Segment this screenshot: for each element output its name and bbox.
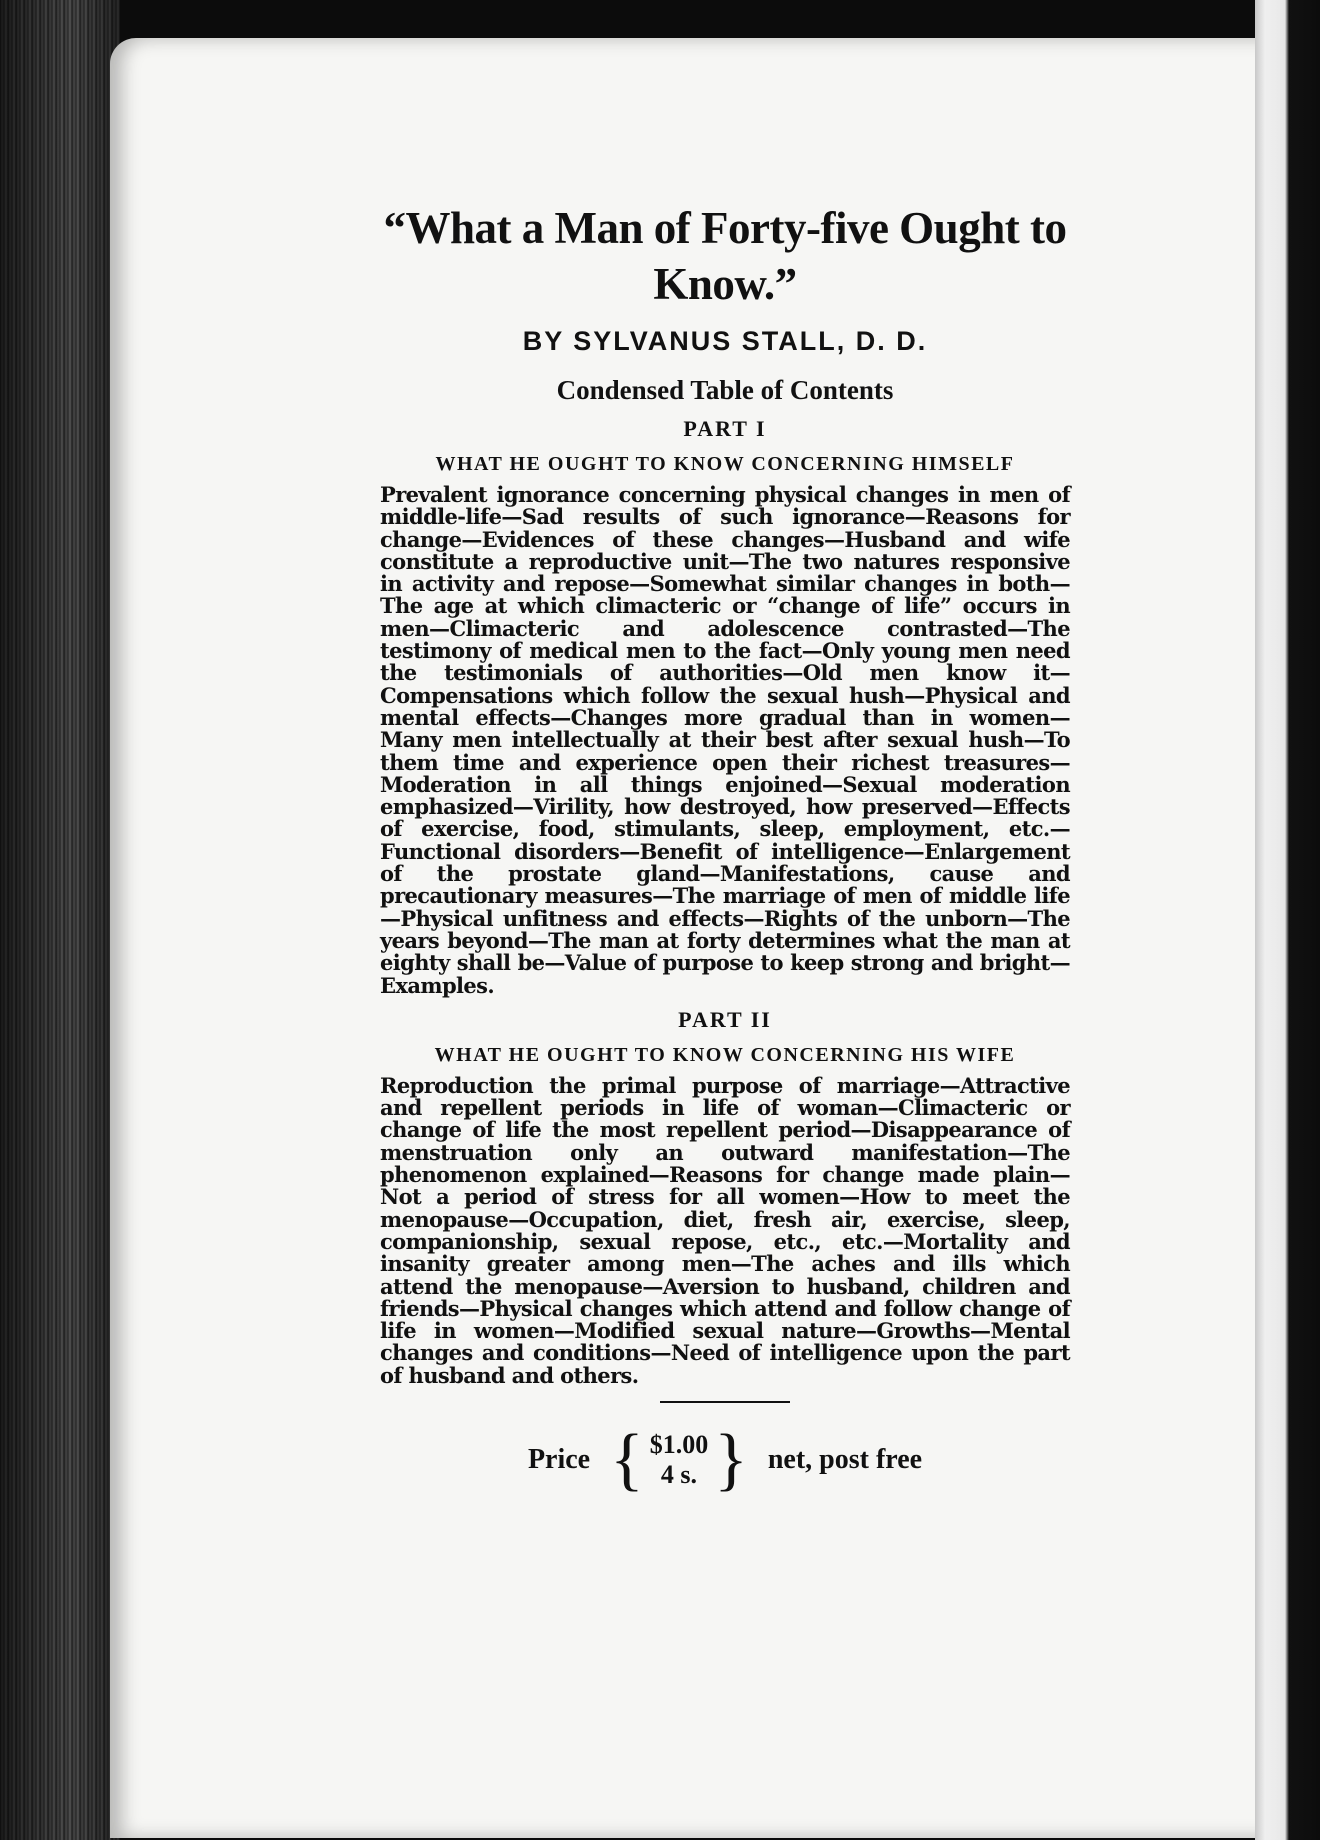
price-label: Price [527,1443,591,1475]
right-page-gutter [1255,0,1320,1840]
left-brace: { [610,1420,644,1498]
advertisement-content [380,200,1070,1498]
part-summary-text: Prevalent ignorance concerning physical changes in men of middle-life—Sad results of such ignorance—Reasons for change—Evidences of these changes—Husband and wife constitute a reproductive unit—The two natures responsive in activity and repose—Somewhat similar changes in both—The age at which climacteric or “change of life” occurs in men—Climacteric and adolescence contrasted—The testimony of medical men to the fact—Only young men need the testimonials of authorities—Old men know it—Compensations which follow the sexual hush—Physical and mental effects—Changes more gradual than in women—Many men intellectually at their best after sexual hush—To them time and experience open their richest treasures—Moderation in all things enjoined—Sexual moderation emphasized—Virility, how destroyed, how preserved—Effects of exercise, food, stimulants, sleep, employment, etc.—Functional disorders—Benefit of intelligence—Enlargement of the prostate gland—Manifestations, cause and precautionary measures—The marriage of men of middle life—Physical unfitness and effects—Rights of the unborn—The years beyond—The man at forty determines what the man at eighty shall be—Value of purpose to keep strong and bright—Examples. [380,482,1070,998]
price-shillings: 4 s. [660,1459,698,1489]
part-heading: WHAT HE OUGHT TO KNOW CONCERNING HIS WIFE [434,1043,1016,1066]
price-suffix: net, post free [767,1443,923,1475]
price-values [650,1430,709,1490]
part-label: PART I [683,416,767,441]
price-dollars: $1.00 [649,1429,709,1459]
contents-subtitle: Condensed Table of Contents [556,375,894,405]
divider-rule [660,1401,790,1403]
price-line [380,1420,1070,1498]
author-line: BY SYLVANUS STALL, D. D. [522,326,928,356]
part-heading: WHAT HE OUGHT TO KNOW CONCERNING HIMSELF [435,453,1015,475]
part-section [380,1007,1070,1387]
book-edge-shadow [0,0,120,1840]
part-label: PART II [678,1006,772,1032]
part-section [380,416,1070,997]
book-title: “What a Man of Forty-five Ought to Know.” [383,203,1067,309]
part-summary-text: Reproduction the primal purpose of marriage—Attractive and repellent periods in life of woman—Climacteric or change of life the most repellent period—Disappearance of menstruation only an outward manifestation—The phenomenon explained—Reasons for change made plain—Not a period of stress for all women—How to meet the menopause—Occupation, diet, fresh air, exercise, sleep, companionship, sexual repose, etc., etc.—Mortality and insanity greater among men—The aches and ills which attend the menopause—Aversion to husband, children and friends—Physical changes which attend and follow change of life in women—Modified sexual nature—Growths—Mental changes and conditions—Need of intelligence upon the part of husband and others. [380,1072,1070,1388]
right-brace: } [714,1420,748,1498]
